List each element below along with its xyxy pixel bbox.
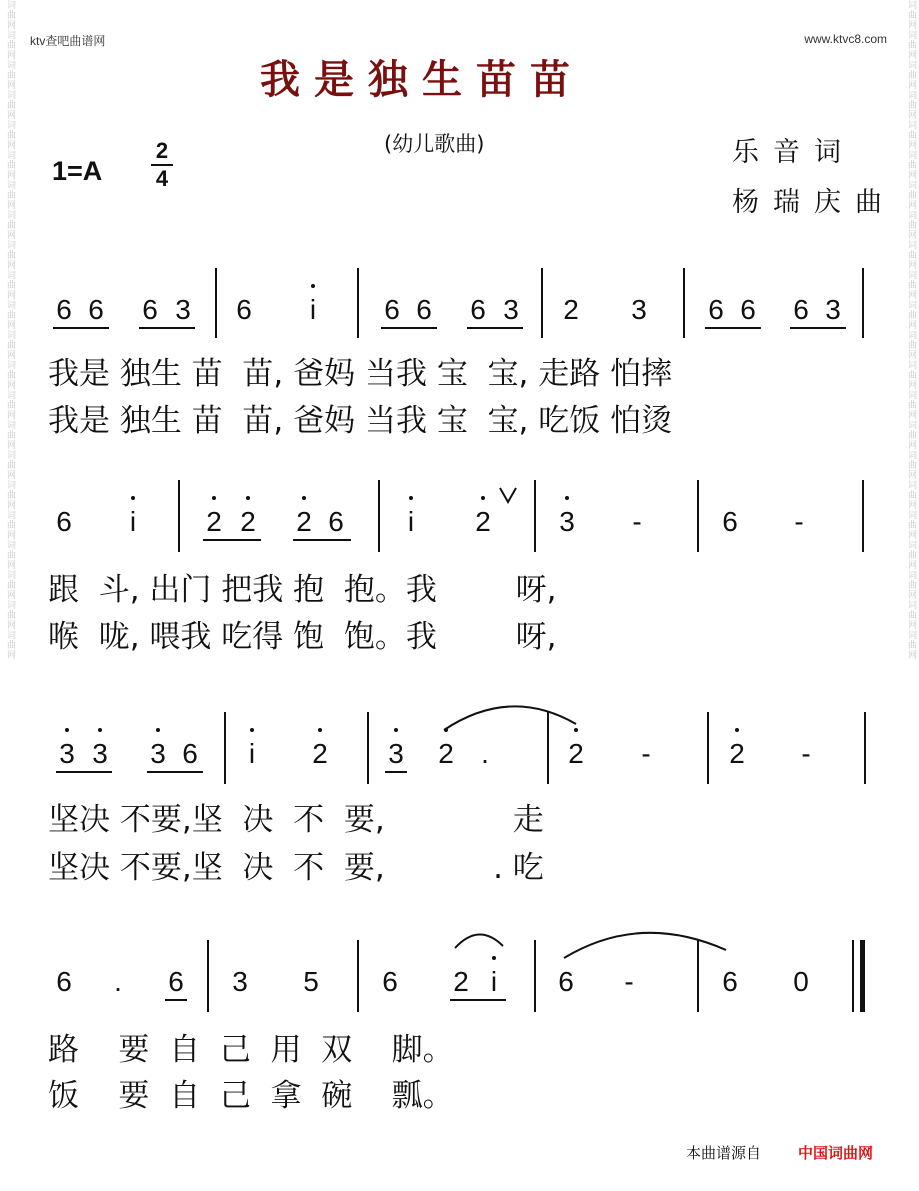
bar-line (541, 268, 543, 338)
underline (293, 539, 351, 541)
bar-line (378, 480, 380, 552)
note: 2 (568, 738, 584, 769)
note: 6 (88, 294, 104, 325)
underline (385, 771, 407, 773)
bar-line (207, 940, 209, 1012)
note: 3 (175, 294, 191, 325)
tie-arc-icon (440, 694, 580, 734)
octave-dot (492, 956, 496, 960)
note: 2 (296, 506, 312, 537)
octave-dot (565, 496, 569, 500)
octave-dot (302, 496, 306, 500)
note: - (641, 738, 651, 769)
lyrics-verse-2: 我是 独生 苗 苗, 爸妈 当我 宝 宝, 吃饭 怕烫 (48, 403, 673, 439)
note: 2 (453, 966, 469, 997)
note: i (129, 506, 137, 537)
lyrics-verse-1: 跟 斗, 出门 把我 抱 抱。我 呀, (48, 572, 557, 608)
note: 6 (56, 294, 72, 325)
source-label: 本曲谱源自 (686, 1144, 762, 1162)
note: 3 (232, 966, 248, 997)
bar-line (534, 940, 536, 1012)
note: 6 (470, 294, 486, 325)
lyricist-credit: 乐音词 (732, 137, 855, 168)
lyrics-verse-1: 路 要 自 己 用 双 脚。 (48, 1032, 454, 1068)
octave-dot (409, 496, 413, 500)
breath-mark-icon (498, 486, 518, 504)
note: - (624, 966, 634, 997)
note: 6 (328, 506, 344, 537)
song-subtitle: (幼儿歌曲) (384, 132, 485, 156)
note: i (407, 506, 415, 537)
bar-line (862, 268, 864, 338)
final-bar-thick (860, 940, 865, 1012)
composer-credit: 杨瑞庆曲 (732, 187, 896, 218)
final-bar-thin (852, 940, 854, 1012)
note: 6 (182, 738, 198, 769)
note: 6 (142, 294, 158, 325)
time-signature (147, 140, 177, 190)
note: 0 (793, 966, 809, 997)
source-name-link[interactable]: 中国词曲网 (798, 1144, 874, 1162)
underline (790, 327, 846, 329)
note: 3 (559, 506, 575, 537)
note: 2 (438, 738, 454, 769)
note: 2 (475, 506, 491, 537)
note: 3 (825, 294, 841, 325)
underline (147, 771, 203, 773)
lyrics-verse-2: 坚决 不要,坚 决 不 要, . 吃 (48, 850, 544, 886)
bar-line (534, 480, 536, 552)
bar-line (178, 480, 180, 552)
bar-line (357, 268, 359, 338)
lyrics-verse-1: 我是 独生 苗 苗, 爸妈 当我 宝 宝, 走路 怕摔 (48, 356, 673, 392)
bar-line (215, 268, 217, 338)
site-name-left: ktv查吧曲谱网 (30, 34, 106, 48)
lyrics-verse-2: 喉 咙, 喂我 吃得 饱 饱。我 呀, (48, 619, 557, 655)
octave-dot (131, 496, 135, 500)
note: - (632, 506, 642, 537)
octave-dot (250, 728, 254, 732)
note: 3 (150, 738, 166, 769)
note: 6 (382, 966, 398, 997)
note: 2 (206, 506, 222, 537)
octave-dot (212, 496, 216, 500)
note: 3 (503, 294, 519, 325)
underline (450, 999, 506, 1001)
note: i (490, 966, 498, 997)
note: 6 (722, 966, 738, 997)
note: 2 (312, 738, 328, 769)
meter-bottom: 4 (155, 166, 169, 191)
meter-top: 2 (155, 138, 169, 163)
note: 6 (236, 294, 252, 325)
note: 2 (563, 294, 579, 325)
bar-line (357, 940, 359, 1012)
octave-dot (318, 728, 322, 732)
tie-arc-icon (560, 922, 730, 962)
underline (53, 327, 109, 329)
note: 6 (168, 966, 184, 997)
underline (203, 539, 261, 541)
bar-line (864, 712, 866, 784)
underline (165, 999, 187, 1001)
octave-dot (481, 496, 485, 500)
octave-dot (311, 284, 315, 288)
lyrics-verse-1: 坚决 不要,坚 决 不 要, 走 (48, 802, 544, 838)
note: 6 (708, 294, 724, 325)
side-watermark-right: 词曲网词曲网词曲网词曲网词曲网词曲网词曲网词曲网词曲网词曲网词曲网词曲网词曲网词曲网词曲网词曲网词曲网词曲网词曲网词曲网词曲网词曲网 (906, 0, 916, 660)
underline (705, 327, 761, 329)
bar-line (707, 712, 709, 784)
underline (139, 327, 195, 329)
bar-line (697, 480, 699, 552)
note: i (248, 738, 256, 769)
note: - (801, 738, 811, 769)
bar-line (224, 712, 226, 784)
note: - (794, 506, 804, 537)
note: 6 (722, 506, 738, 537)
note: 3 (92, 738, 108, 769)
note: . (481, 738, 489, 769)
side-watermark-left: 词曲网词曲网词曲网词曲网词曲网词曲网词曲网词曲网词曲网词曲网词曲网词曲网词曲网词曲网词曲网词曲网词曲网词曲网词曲网词曲网词曲网词曲网 (5, 0, 15, 660)
note: 6 (416, 294, 432, 325)
octave-dot (98, 728, 102, 732)
site-url-right: www.ktvc8.com (804, 32, 887, 46)
lyrics-verse-2: 饭 要 自 己 拿 碗 瓢。 (48, 1078, 454, 1114)
note: 6 (384, 294, 400, 325)
song-title: 我是独生苗苗 (260, 56, 584, 103)
note: 6 (56, 506, 72, 537)
bar-line (862, 480, 864, 552)
note: 6 (558, 966, 574, 997)
note: 6 (56, 966, 72, 997)
octave-dot (394, 728, 398, 732)
note: . (114, 966, 122, 997)
bar-line (367, 712, 369, 784)
note: 6 (793, 294, 809, 325)
note: 2 (240, 506, 256, 537)
octave-dot (156, 728, 160, 732)
note: 5 (303, 966, 319, 997)
underline (467, 327, 523, 329)
note: 2 (729, 738, 745, 769)
underline (56, 771, 112, 773)
key-signature: 1=A (52, 156, 103, 186)
note: 6 (740, 294, 756, 325)
octave-dot (735, 728, 739, 732)
note: 3 (631, 294, 647, 325)
note: 3 (388, 738, 404, 769)
note: 3 (59, 738, 75, 769)
note: i (309, 294, 317, 325)
octave-dot (65, 728, 69, 732)
underline (381, 327, 437, 329)
octave-dot (246, 496, 250, 500)
slur-arc-icon (452, 928, 506, 950)
bar-line (683, 268, 685, 338)
